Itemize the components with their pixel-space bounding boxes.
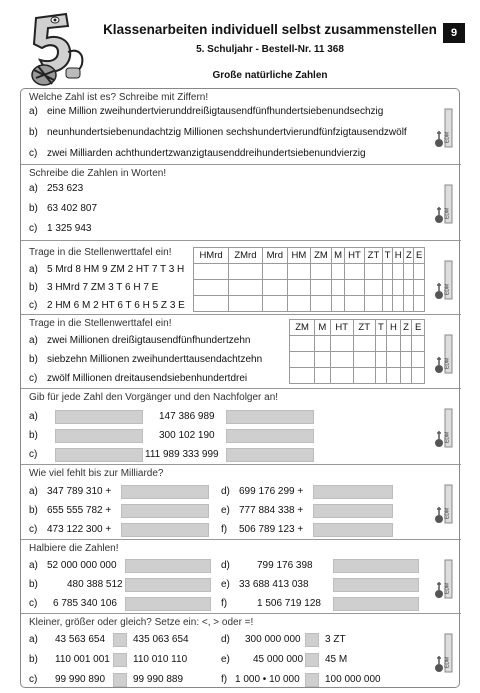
list-item: c) 2 HM 6 M 2 HT 6 T 6 H 5 Z 3 E <box>29 300 185 311</box>
svg-text:EDM: EDM <box>444 357 451 369</box>
table-header-row: HMrd ZMrd Mrd HM ZM M HT ZT T H Z E <box>194 248 425 264</box>
answer-box[interactable] <box>125 597 211 611</box>
exercise-5: Gib für jede Zahl den Vorgänger und den Nachfolger an! a) 147 386 989 b) 300 102 190 c) 111 989 333 999 EDM <box>21 389 461 465</box>
svg-text:EDM: EDM <box>444 582 451 594</box>
list-item: c) 1 325 943 <box>29 223 92 234</box>
list-item: c) zwölf Millionen dreitausendsiebenhundertdrei <box>29 373 248 384</box>
exercise-question: Welche Zahl ist es? Schreibe mit Ziffern! <box>29 92 209 103</box>
answer-box[interactable] <box>333 597 419 611</box>
list-item: b) 3 HMrd 7 ZM 3 T 6 H 7 E <box>29 282 159 293</box>
exercise-1 <box>21 89 461 165</box>
exercise-question: Trage in die Stellenwerttafel ein! <box>29 247 172 258</box>
number-value: 110 010 110 <box>133 654 188 665</box>
successor-answer-box[interactable] <box>226 410 314 424</box>
table-row <box>290 368 425 384</box>
table-row <box>290 352 425 368</box>
number-value: 111 989 333 999 <box>145 449 219 460</box>
number-value: 45 M <box>325 654 348 665</box>
list-item: a) zwei Millionen dreißigtausendfünfhundertzehn <box>29 335 251 346</box>
answer-box[interactable] <box>121 504 209 518</box>
number-value: 435 063 654 <box>133 634 189 645</box>
predecessor-answer-box[interactable] <box>55 429 143 443</box>
place-value-table <box>193 247 425 312</box>
list-item: b) siebzehn Millionen zweihunderttausendachtzehn <box>29 354 263 365</box>
answer-box[interactable] <box>313 523 393 537</box>
number-value: 6 785 340 106 <box>53 598 117 609</box>
number-value: 777 884 338 + <box>239 505 304 516</box>
number-value: 52 000 000 000 <box>47 560 117 571</box>
exercise-3 <box>21 241 461 315</box>
exercise-4 <box>21 315 461 389</box>
svg-text:EDM: EDM <box>444 131 451 143</box>
exercise-7: Halbiere die Zahlen! a) 52 000 000 000 d) 799 176 398 b) 480 388 512 e) 33 688 413 038 c) 6 785 340 106 f) 1 506 719 128 EDM <box>21 540 461 614</box>
predecessor-answer-box[interactable] <box>55 410 143 424</box>
successor-answer-box[interactable] <box>226 429 314 443</box>
exercise-sheet <box>20 88 460 688</box>
exercise-2 <box>21 165 461 241</box>
table-row <box>194 296 425 312</box>
edm-logo-icon <box>433 255 455 305</box>
number-value: 480 388 512 <box>67 579 123 590</box>
exercise-6: Wie viel fehlt bis zur Milliarde? a) 347 789 310 + d) 699 176 299 + b) 655 555 782 + e) 777 884 338 + c) 473 122 300 + f) 506 789 123 + EDM <box>21 465 461 540</box>
number-value: 300 102 190 <box>159 430 215 441</box>
list-item: b) 63 402 807 <box>29 203 98 214</box>
comparison-answer-box[interactable] <box>113 653 127 667</box>
exercise-question: Kleiner, größer oder gleich? Setze ein: <, > oder =! <box>29 617 254 628</box>
number-value: 147 386 989 <box>159 411 215 422</box>
svg-text:EDM: EDM <box>444 283 451 295</box>
table-row <box>290 336 425 352</box>
exercise-question: Schreibe die Zahlen in Worten! <box>29 168 167 179</box>
number-value: 506 789 123 + <box>239 524 304 535</box>
number-value: 3 ZT <box>325 634 346 645</box>
number-value: 43 563 654 <box>55 634 106 645</box>
answer-box[interactable] <box>333 559 419 573</box>
answer-box[interactable] <box>313 485 393 499</box>
list-item: a) 253 623 <box>29 183 84 194</box>
edm-logo-icon <box>433 403 455 453</box>
svg-text:EDM: EDM <box>444 656 451 668</box>
number-value: 699 176 299 + <box>239 486 304 497</box>
comparison-answer-box[interactable] <box>113 633 127 647</box>
table-row <box>194 264 425 280</box>
number-value: 1 000 • 10 000 <box>235 674 300 685</box>
list-item: a) eine Million zweihundertvierunddreißigtausendfünfhundertsiebenundsechzig <box>29 106 384 117</box>
edm-logo-icon <box>433 479 455 529</box>
edm-logo-icon <box>433 329 455 379</box>
answer-box[interactable] <box>333 578 419 592</box>
edm-logo-icon <box>433 628 455 678</box>
edm-logo-icon <box>433 179 455 229</box>
comparison-answer-box[interactable] <box>305 633 319 647</box>
header <box>20 8 460 88</box>
number-value: 99 990 890 <box>55 674 106 685</box>
table-row <box>194 280 425 296</box>
answer-box[interactable] <box>125 578 211 592</box>
exercise-question: Trage in die Stellenwerttafel ein! <box>29 318 172 329</box>
number-value: 99 990 889 <box>133 674 184 685</box>
page-subtitle: 5. Schuljahr - Bestell-Nr. 11 368 <box>196 44 344 55</box>
table-header-row: ZM M HT ZT T H Z E <box>290 320 425 336</box>
exercise-question: Halbiere die Zahlen! <box>29 543 119 554</box>
page-number-badge: 9 <box>443 23 465 43</box>
mascot-number-five-icon <box>22 8 92 88</box>
answer-box[interactable] <box>121 523 209 537</box>
number-value: 110 001 001 <box>55 654 110 665</box>
predecessor-answer-box[interactable] <box>55 448 143 462</box>
comparison-answer-box[interactable] <box>305 653 319 667</box>
svg-text:EDM: EDM <box>444 207 451 219</box>
exercise-question: Wie viel fehlt bis zur Milliarde? <box>29 468 164 479</box>
number-value: 799 176 398 <box>257 560 313 571</box>
topic-heading: Große natürliche Zahlen <box>212 70 328 81</box>
number-value: 300 000 000 <box>245 634 301 645</box>
exercise-question: Gib für jede Zahl den Vorgänger und den Nachfolger an! <box>29 392 279 403</box>
svg-text:EDM: EDM <box>444 507 451 519</box>
number-value: 100 000 000 <box>325 674 381 685</box>
number-value: 33 688 413 038 <box>239 579 309 590</box>
svg-text:EDM: EDM <box>444 431 451 443</box>
number-value: 473 122 300 + <box>47 524 112 535</box>
successor-answer-box[interactable] <box>226 448 314 462</box>
comparison-answer-box[interactable] <box>113 673 127 687</box>
number-value: 45 000 000 <box>253 654 304 665</box>
exercise-8: Kleiner, größer oder gleich? Setze ein: <, > oder =! a) 43 563 654 435 063 654 d) 300 000 000 3 ZT b) 110 001 001 110 010 110 e) 45 000 000 45 M c) 99 990 890 99 990 889 f) 1 000 • 10 000 100 000 000 EDM <box>21 614 461 689</box>
list-item: b) neunhundertsiebenundachtzig Millionen sechshundertvierundfünfzigtausendzwölf <box>29 127 407 138</box>
list-item: a) 5 Mrd 8 HM 9 ZM 2 HT 7 T 3 H <box>29 264 185 275</box>
answer-box[interactable] <box>121 485 209 499</box>
number-value: 347 789 310 + <box>47 486 112 497</box>
answer-box[interactable] <box>313 504 393 518</box>
page-title: Klassenarbeiten individuell selbst zusammenstellen <box>103 22 437 37</box>
edm-logo-icon <box>433 554 455 604</box>
answer-box[interactable] <box>125 559 211 573</box>
worksheet-page <box>20 8 470 688</box>
list-item: c) zwei Milliarden achthundertzwanzigtausenddreihundertsiebenundvierzig <box>29 148 366 159</box>
comparison-answer-box[interactable] <box>305 673 319 687</box>
number-value: 655 555 782 + <box>47 505 112 516</box>
place-value-table <box>289 319 425 384</box>
number-value: 1 506 719 128 <box>257 598 321 609</box>
edm-logo-icon <box>433 103 455 153</box>
